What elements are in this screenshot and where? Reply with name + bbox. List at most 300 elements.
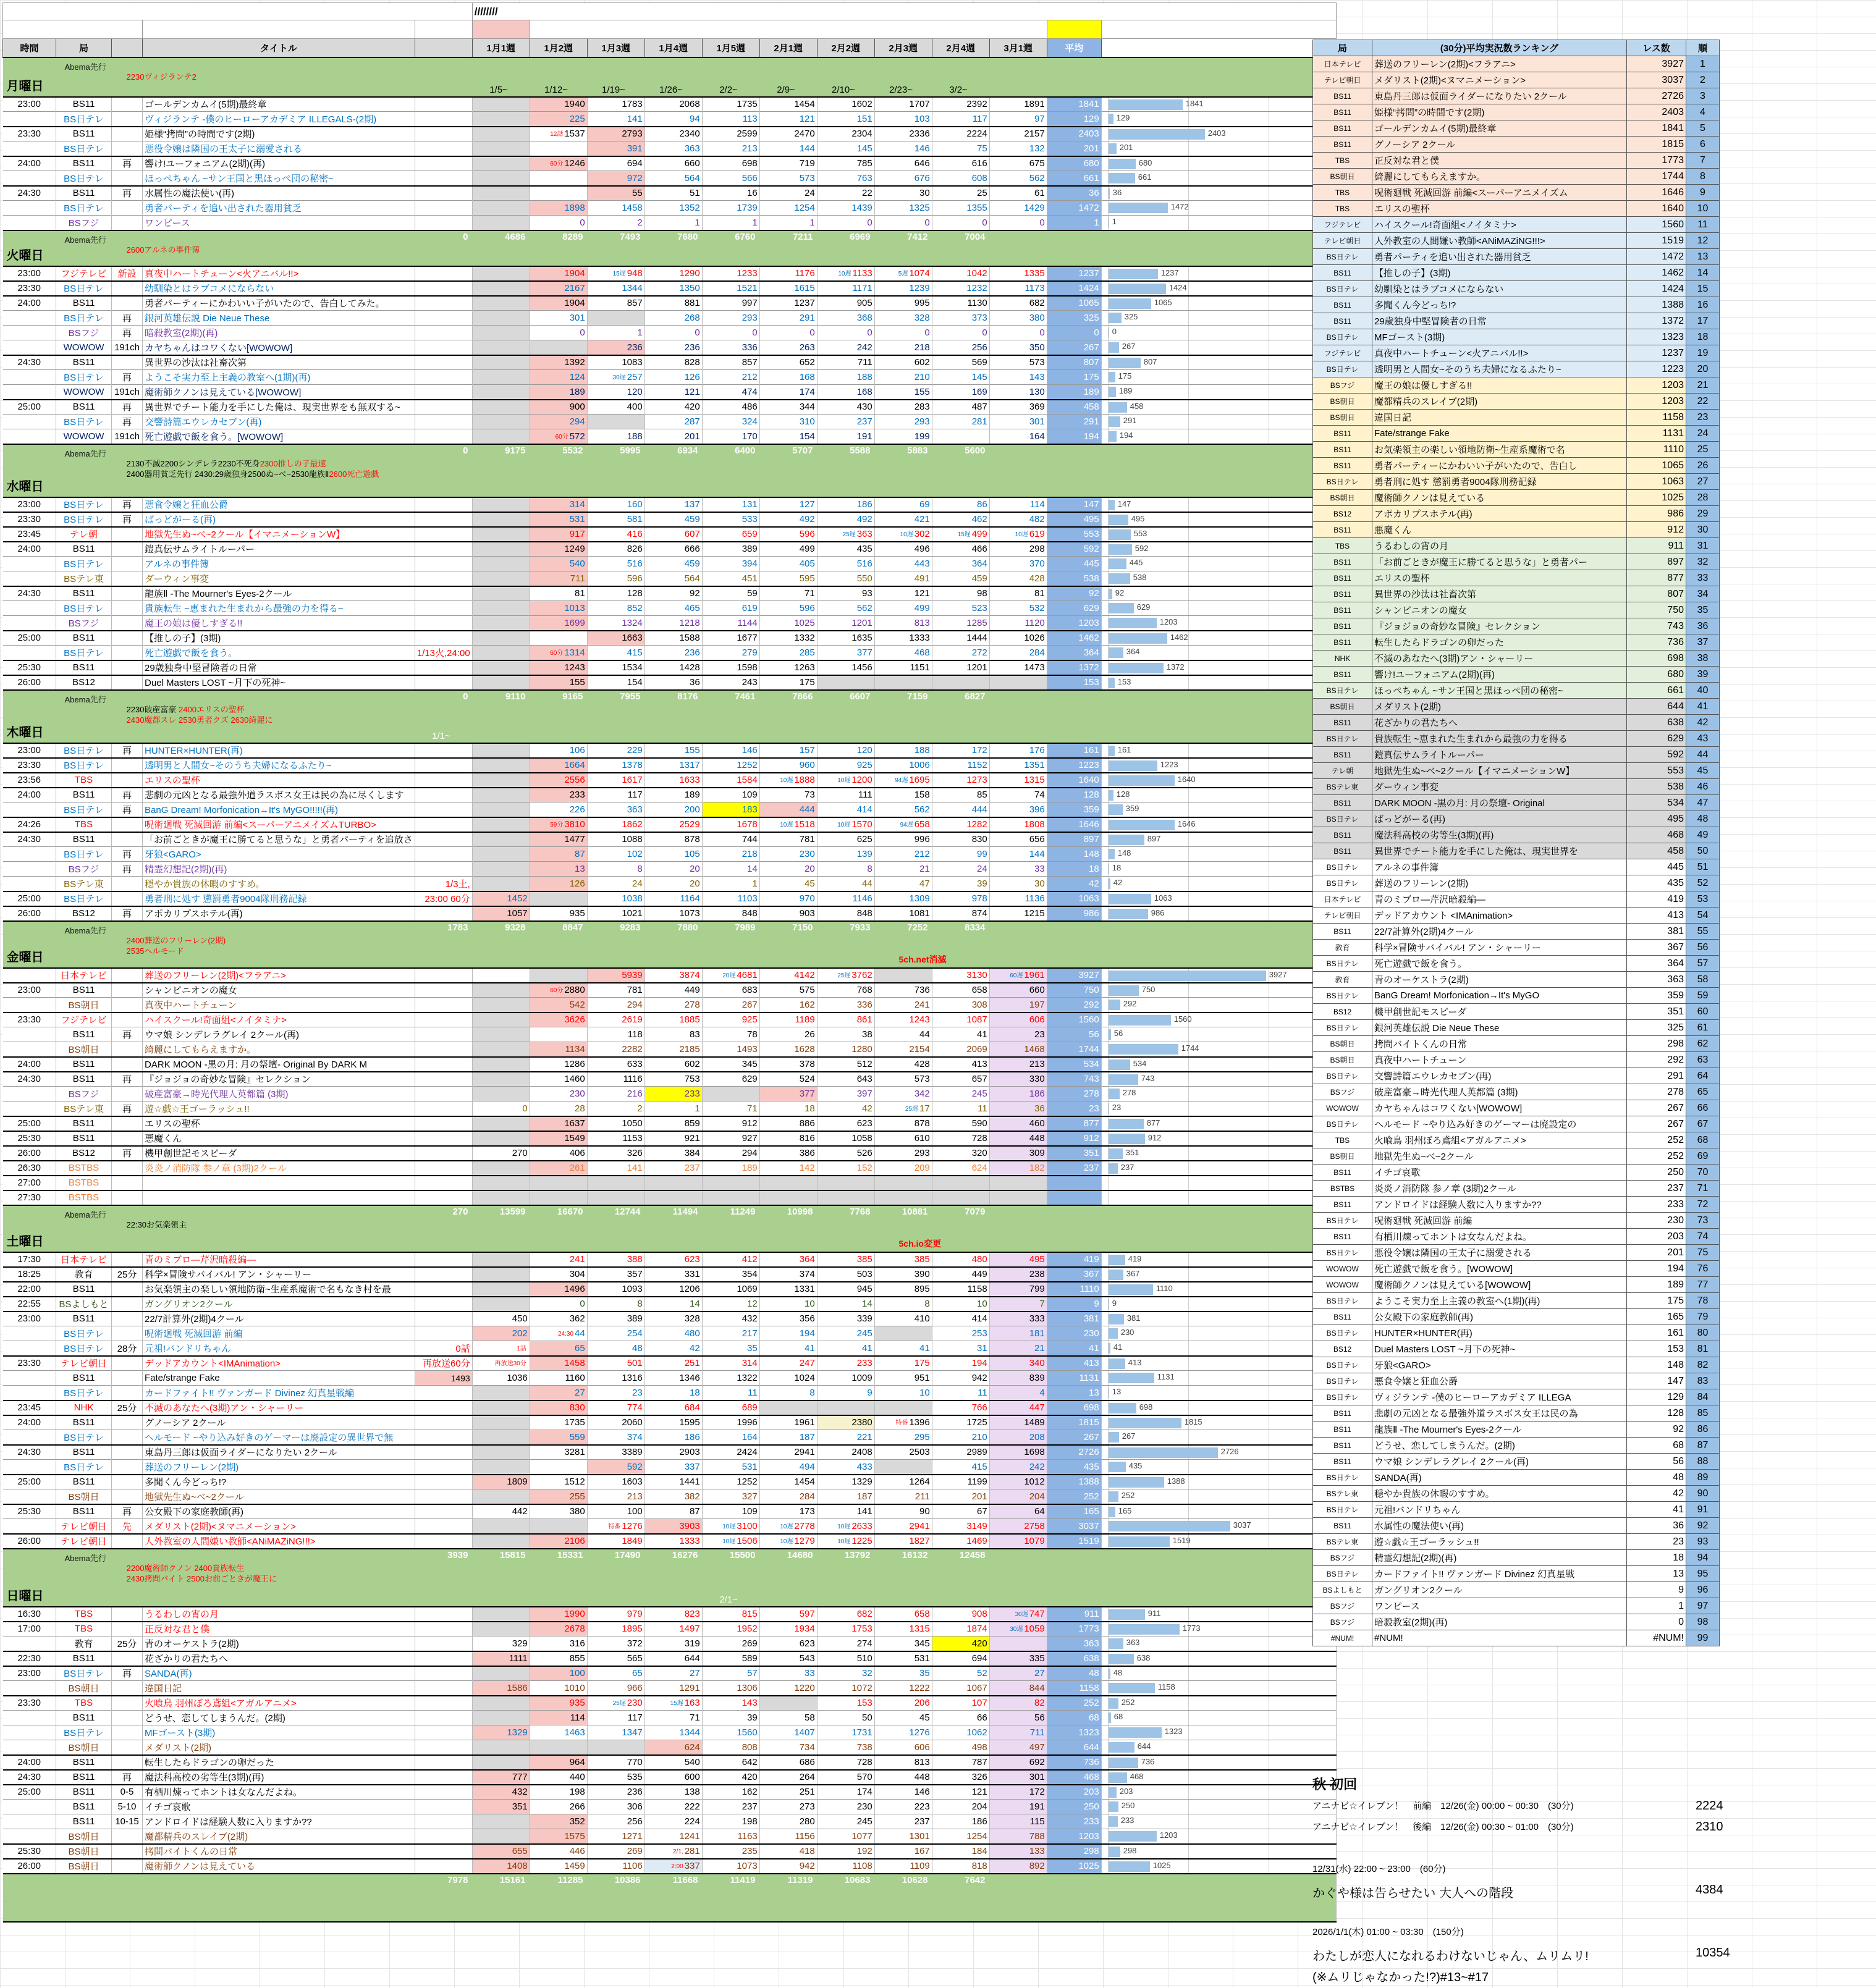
- week-value-cell[interactable]: 99: [932, 847, 989, 862]
- week-value-cell[interactable]: 1173: [989, 281, 1047, 296]
- week-value-cell[interactable]: 781: [587, 983, 644, 998]
- week-value-cell[interactable]: 607: [644, 527, 702, 542]
- station-cell[interactable]: BS日テレ: [56, 370, 112, 385]
- ranking-rank-cell[interactable]: 73: [1686, 1213, 1720, 1229]
- col-header[interactable]: 2月2週: [817, 39, 874, 57]
- week-value-cell[interactable]: 892: [989, 1859, 1047, 1874]
- week-value-cell[interactable]: 298: [989, 542, 1047, 557]
- ranking-title-cell[interactable]: 悪魔くん: [1372, 522, 1627, 538]
- station-cell[interactable]: BSフジ: [56, 216, 112, 230]
- week-value-cell[interactable]: 694: [932, 1651, 989, 1666]
- week-value-cell[interactable]: 41: [817, 1341, 874, 1356]
- pre-note-cell[interactable]: [415, 1740, 472, 1755]
- week-value-cell[interactable]: 253: [932, 1326, 989, 1341]
- ranking-rank-cell[interactable]: 94: [1686, 1550, 1720, 1566]
- ranking-station-cell[interactable]: #NUM!: [1313, 1630, 1372, 1646]
- week-value-cell[interactable]: 14: [644, 1297, 702, 1312]
- ranking-station-cell[interactable]: BS朝日: [1313, 699, 1372, 715]
- week-value-cell[interactable]: 121: [932, 1785, 989, 1800]
- week-value-cell[interactable]: 186: [817, 497, 874, 512]
- week-value-cell[interactable]: 21: [874, 862, 932, 877]
- ranking-count-cell[interactable]: 292: [1627, 1052, 1686, 1068]
- ranking-title-cell[interactable]: 暗殺教室(2期)(再): [1372, 1614, 1627, 1630]
- week-value-cell[interactable]: [472, 311, 530, 326]
- time-cell[interactable]: 24:00: [3, 542, 56, 557]
- week-value-cell[interactable]: 45: [874, 1711, 932, 1725]
- week-value-cell[interactable]: 682: [817, 1607, 874, 1622]
- ranking-rank-cell[interactable]: 97: [1686, 1598, 1720, 1614]
- week-value-cell[interactable]: 719: [759, 156, 817, 171]
- week-value-cell[interactable]: 316: [530, 1636, 587, 1651]
- average-cell[interactable]: 367: [1047, 1267, 1101, 1282]
- title-cell[interactable]: 真夜中ハートチューン<火アニバル!!>: [143, 266, 415, 281]
- time-cell[interactable]: 23:30: [3, 1696, 56, 1711]
- station-cell[interactable]: BS日テレ: [56, 1386, 112, 1400]
- week-value-cell[interactable]: 7: [989, 1297, 1047, 1312]
- station-cell[interactable]: BS11: [56, 1475, 112, 1489]
- ranking-station-cell[interactable]: BS11: [1313, 297, 1372, 313]
- pre-note-cell[interactable]: 1/3土,: [415, 877, 472, 891]
- ranking-rank-cell[interactable]: 21: [1686, 377, 1720, 394]
- ranking-station-cell[interactable]: BS日テレ: [1313, 1293, 1372, 1309]
- ranking-title-cell[interactable]: お気楽領主の楽しい領地防衛~生産系魔術で名: [1372, 442, 1627, 458]
- week-value-cell[interactable]: 5遅 1074: [874, 266, 932, 281]
- week-value-cell[interactable]: 684: [644, 1400, 702, 1415]
- average-cell[interactable]: 1646: [1047, 817, 1101, 832]
- week-value-cell[interactable]: 162: [759, 998, 817, 1013]
- average-cell[interactable]: 128: [1047, 788, 1101, 802]
- week-value-cell[interactable]: 204: [932, 1800, 989, 1814]
- week-value-cell[interactable]: 87: [644, 1504, 702, 1519]
- ranking-rank-cell[interactable]: 22: [1686, 394, 1720, 410]
- station-cell[interactable]: テレビ朝日: [56, 1534, 112, 1549]
- average-cell[interactable]: 1110: [1047, 1282, 1101, 1297]
- week-value-cell[interactable]: 905: [817, 296, 874, 311]
- row-tag-cell[interactable]: [112, 571, 143, 586]
- ranking-station-cell[interactable]: BS11: [1313, 1229, 1372, 1245]
- ranking-station-cell[interactable]: BS11: [1313, 1518, 1372, 1534]
- ranking-title-cell[interactable]: 龍族Ⅱ -The Mourner's Eyes-2クール: [1372, 1422, 1627, 1438]
- week-value-cell[interactable]: 126: [530, 877, 587, 891]
- ranking-count-cell[interactable]: 661: [1627, 683, 1686, 699]
- row-tag-cell[interactable]: [112, 616, 143, 631]
- ranking-count-cell[interactable]: #NUM!: [1627, 1630, 1686, 1646]
- week-value-cell[interactable]: 781: [759, 832, 817, 847]
- week-value-cell[interactable]: 414: [932, 1312, 989, 1326]
- row-tag-cell[interactable]: 再: [112, 1770, 143, 1785]
- ranking-title-cell[interactable]: 科学×冒険サバイバル! アン・シャーリー: [1372, 940, 1627, 956]
- week-value-cell[interactable]: 2:00 337: [644, 1859, 702, 1874]
- time-cell[interactable]: [3, 1430, 56, 1445]
- ranking-count-cell[interactable]: 736: [1627, 634, 1686, 651]
- title-cell[interactable]: 公女殿下の家庭教師(再): [143, 1504, 415, 1519]
- ranking-station-cell[interactable]: BS11: [1313, 1197, 1372, 1213]
- week-value-cell[interactable]: 657: [932, 1072, 989, 1087]
- week-value-cell[interactable]: 141: [817, 1504, 874, 1519]
- time-cell[interactable]: 25:30: [3, 1131, 56, 1146]
- title-cell[interactable]: どうせ、恋してしまうんだ。(2期): [143, 1711, 415, 1725]
- week-value-cell[interactable]: 799: [989, 1282, 1047, 1297]
- station-cell[interactable]: BSTBS: [56, 1161, 112, 1176]
- week-value-cell[interactable]: 217: [702, 1326, 759, 1341]
- time-cell[interactable]: 23:30: [3, 512, 56, 527]
- week-value-cell[interactable]: 532: [989, 601, 1047, 616]
- week-value-cell[interactable]: 646: [874, 156, 932, 171]
- week-value-cell[interactable]: 373: [932, 311, 989, 326]
- ranking-title-cell[interactable]: SANDA(再): [1372, 1470, 1627, 1486]
- week-value-cell[interactable]: 415: [587, 646, 644, 660]
- week-value-cell[interactable]: 2678: [530, 1622, 587, 1636]
- week-value-cell[interactable]: 189: [644, 788, 702, 802]
- week-value-cell[interactable]: [530, 1740, 587, 1755]
- week-value-cell[interactable]: 124: [530, 370, 587, 385]
- week-value-cell[interactable]: 100: [530, 1666, 587, 1681]
- ranking-station-cell[interactable]: BSテレ東: [1313, 1534, 1372, 1550]
- title-cell[interactable]: 銀河英雄伝説 Die Neue These: [143, 311, 415, 326]
- week-value-cell[interactable]: 69: [874, 497, 932, 512]
- week-value-cell[interactable]: 569: [932, 355, 989, 370]
- station-cell[interactable]: BS11: [56, 1131, 112, 1146]
- ranking-title-cell[interactable]: メダリスト(2期)<ヌマニメーション>: [1372, 72, 1627, 88]
- week-value-cell[interactable]: 127: [759, 497, 817, 512]
- week-value-cell[interactable]: 676: [874, 171, 932, 186]
- station-cell[interactable]: 日本テレビ: [56, 1252, 112, 1267]
- week-value-cell[interactable]: 1036: [472, 1371, 530, 1386]
- week-value-cell[interactable]: 56: [989, 1711, 1047, 1725]
- week-value-cell[interactable]: 492: [817, 512, 874, 527]
- week-value-cell[interactable]: 74: [989, 788, 1047, 802]
- week-value-cell[interactable]: 11: [702, 1386, 759, 1400]
- week-value-cell[interactable]: 1699: [530, 616, 587, 631]
- average-cell[interactable]: 458: [1047, 400, 1101, 415]
- week-value-cell[interactable]: 102: [587, 847, 644, 862]
- week-value-cell[interactable]: 468: [874, 646, 932, 660]
- week-value-cell[interactable]: 1392: [530, 355, 587, 370]
- week-value-cell[interactable]: 11: [932, 1386, 989, 1400]
- week-value-cell[interactable]: 155: [644, 743, 702, 758]
- week-value-cell[interactable]: 1176: [759, 266, 817, 281]
- ranking-count-cell[interactable]: 435: [1627, 875, 1686, 891]
- week-value-cell[interactable]: [472, 355, 530, 370]
- ranking-station-cell[interactable]: BS11: [1313, 1438, 1372, 1454]
- week-value-cell[interactable]: 927: [702, 1131, 759, 1146]
- week-value-cell[interactable]: [989, 1636, 1047, 1651]
- average-cell[interactable]: 252: [1047, 1489, 1101, 1504]
- week-value-cell[interactable]: 142: [759, 1161, 817, 1176]
- week-value-cell[interactable]: 1021: [587, 906, 644, 921]
- pre-note-cell[interactable]: [415, 998, 472, 1013]
- ranking-count-cell[interactable]: 13: [1627, 1566, 1686, 1582]
- week-value-cell[interactable]: [932, 1190, 989, 1205]
- ranking-station-cell[interactable]: BS11: [1313, 634, 1372, 651]
- week-value-cell[interactable]: 106: [530, 743, 587, 758]
- average-cell[interactable]: 189: [1047, 385, 1101, 400]
- ranking-count-cell[interactable]: 128: [1627, 1405, 1686, 1422]
- week-value-cell[interactable]: [472, 1740, 530, 1755]
- ranking-rank-cell[interactable]: 49: [1686, 827, 1720, 843]
- row-tag-cell[interactable]: 再: [112, 788, 143, 802]
- title-cell[interactable]: 破産富豪→時光代理人英都篇 (3期): [143, 1087, 415, 1101]
- week-value-cell[interactable]: 1904: [530, 296, 587, 311]
- week-value-cell[interactable]: 47: [874, 877, 932, 891]
- week-value-cell[interactable]: 396: [989, 802, 1047, 817]
- week-value-cell[interactable]: 44: [817, 877, 874, 891]
- average-cell[interactable]: 986: [1047, 906, 1101, 921]
- week-value-cell[interactable]: 369: [989, 400, 1047, 415]
- week-value-cell[interactable]: 3626: [530, 1013, 587, 1027]
- week-value-cell[interactable]: 498: [932, 1740, 989, 1755]
- week-value-cell[interactable]: [530, 631, 587, 646]
- title-cell[interactable]: 綺麗にしてもらえますか。: [143, 1042, 415, 1057]
- time-cell[interactable]: 25:30: [3, 660, 56, 675]
- ranking-station-cell[interactable]: BS11: [1313, 458, 1372, 474]
- pre-note-cell[interactable]: [415, 1190, 472, 1205]
- week-value-cell[interactable]: 881: [644, 296, 702, 311]
- ranking-title-cell[interactable]: 精霊幻想記(2期)(再): [1372, 1550, 1627, 1566]
- station-cell[interactable]: BS朝日: [56, 1489, 112, 1504]
- week-value-cell[interactable]: 480: [644, 1326, 702, 1341]
- ranking-rank-cell[interactable]: 25: [1686, 442, 1720, 458]
- week-value-cell[interactable]: 2380: [817, 1415, 874, 1430]
- ranking-count-cell[interactable]: 458: [1627, 843, 1686, 859]
- station-cell[interactable]: BS11: [56, 1504, 112, 1519]
- week-value-cell[interactable]: 642: [702, 1755, 759, 1770]
- week-value-cell[interactable]: 0: [932, 326, 989, 340]
- time-cell[interactable]: 24:30: [3, 355, 56, 370]
- week-value-cell[interactable]: 2069: [932, 1042, 989, 1057]
- ranking-count-cell[interactable]: 1025: [1627, 490, 1686, 506]
- week-value-cell[interactable]: 2556: [530, 773, 587, 788]
- ranking-title-cell[interactable]: 違国日記: [1372, 410, 1627, 426]
- ranking-count-cell[interactable]: 1131: [1627, 426, 1686, 442]
- average-cell[interactable]: 68: [1047, 1711, 1101, 1725]
- week-value-cell[interactable]: 1067: [932, 1681, 989, 1696]
- station-cell[interactable]: BS11: [56, 1312, 112, 1326]
- week-value-cell[interactable]: 1783: [587, 97, 644, 112]
- week-value-cell[interactable]: 225: [530, 112, 587, 127]
- station-cell[interactable]: BS11: [56, 1445, 112, 1460]
- week-value-cell[interactable]: [530, 1190, 587, 1205]
- week-value-cell[interactable]: 245: [817, 1814, 874, 1829]
- ranking-title-cell[interactable]: 魔法科高校の劣等生(3期)(再): [1372, 827, 1627, 843]
- ranking-title-cell[interactable]: ほっぺちゃん ~サン王国と黒ほっぺ団の秘密~: [1372, 683, 1627, 699]
- week-value-cell[interactable]: 1940: [530, 97, 587, 112]
- pre-note-cell[interactable]: [415, 1666, 472, 1681]
- time-cell[interactable]: 23:45: [3, 1400, 56, 1415]
- week-value-cell[interactable]: 28: [530, 1101, 587, 1116]
- week-value-cell[interactable]: [759, 1190, 817, 1205]
- row-tag-cell[interactable]: [112, 1161, 143, 1176]
- week-value-cell[interactable]: 241: [874, 998, 932, 1013]
- week-value-cell[interactable]: 966: [587, 1681, 644, 1696]
- week-value-cell[interactable]: 1013: [530, 601, 587, 616]
- ranking-title-cell[interactable]: 地獄先生ぬ~べ~2クール: [1372, 1148, 1627, 1165]
- week-value-cell[interactable]: 287: [644, 415, 702, 429]
- week-value-cell[interactable]: 24:30 44: [530, 1326, 587, 1341]
- week-value-cell[interactable]: 474: [702, 385, 759, 400]
- week-value-cell[interactable]: 1493: [702, 1042, 759, 1057]
- ranking-rank-cell[interactable]: 54: [1686, 908, 1720, 924]
- week-value-cell[interactable]: 1087: [932, 1013, 989, 1027]
- ranking-station-cell[interactable]: TBS: [1313, 201, 1372, 217]
- average-cell[interactable]: 147: [1047, 497, 1101, 512]
- station-cell[interactable]: BS日テレ: [56, 512, 112, 527]
- week-value-cell[interactable]: 573: [759, 171, 817, 186]
- week-value-cell[interactable]: 308: [932, 998, 989, 1013]
- pre-note-cell[interactable]: [415, 1430, 472, 1445]
- week-value-cell[interactable]: 141: [587, 112, 644, 127]
- week-value-cell[interactable]: 138: [644, 1785, 702, 1800]
- week-value-cell[interactable]: [472, 1013, 530, 1027]
- ranking-station-cell[interactable]: BS12: [1313, 506, 1372, 522]
- week-value-cell[interactable]: 1109: [874, 1859, 932, 1874]
- week-value-cell[interactable]: 1315: [989, 773, 1047, 788]
- week-value-cell[interactable]: 372: [587, 1636, 644, 1651]
- average-cell[interactable]: 48: [1047, 1666, 1101, 1681]
- week-value-cell[interactable]: 186: [932, 1814, 989, 1829]
- title-cell[interactable]: 魔王の娘は優しすぎる!!: [143, 616, 415, 631]
- ranking-rank-cell[interactable]: 68: [1686, 1132, 1720, 1148]
- week-value-cell[interactable]: [472, 817, 530, 832]
- week-value-cell[interactable]: 211: [874, 1489, 932, 1504]
- station-cell[interactable]: BS11: [56, 1027, 112, 1042]
- average-cell[interactable]: 41: [1047, 1341, 1101, 1356]
- week-value-cell[interactable]: 20: [644, 877, 702, 891]
- average-cell[interactable]: 56: [1047, 1027, 1101, 1042]
- ranking-title-cell[interactable]: 悪役令嬢は隣国の王太子に溺愛される: [1372, 1245, 1627, 1261]
- ranking-rank-cell[interactable]: 46: [1686, 779, 1720, 795]
- average-cell[interactable]: 698: [1047, 1400, 1101, 1415]
- row-tag-cell[interactable]: [112, 1534, 143, 1549]
- ranking-count-cell[interactable]: 364: [1627, 956, 1686, 972]
- ranking-station-cell[interactable]: BS11: [1313, 426, 1372, 442]
- week-value-cell[interactable]: 559: [530, 1430, 587, 1445]
- pre-note-cell[interactable]: [415, 1622, 472, 1636]
- col-header[interactable]: 時間: [3, 39, 56, 57]
- week-value-cell[interactable]: [472, 675, 530, 690]
- pre-note-cell[interactable]: 0話: [415, 1341, 472, 1356]
- title-cell[interactable]: 魔法科高校の劣等生(3期)(再): [143, 1770, 415, 1785]
- week-value-cell[interactable]: 221: [817, 1430, 874, 1445]
- week-value-cell[interactable]: [472, 1519, 530, 1534]
- week-value-cell[interactable]: [472, 660, 530, 675]
- week-value-cell[interactable]: 44: [874, 1027, 932, 1042]
- week-value-cell[interactable]: 280: [759, 1814, 817, 1829]
- week-value-cell[interactable]: 595: [759, 571, 817, 586]
- week-value-cell[interactable]: 1603: [587, 1475, 644, 1489]
- week-value-cell[interactable]: [472, 773, 530, 788]
- week-value-cell[interactable]: 10遅 1518: [759, 817, 817, 832]
- ranking-count-cell[interactable]: 148: [1627, 1357, 1686, 1373]
- week-value-cell[interactable]: 935: [530, 1696, 587, 1711]
- week-value-cell[interactable]: 2793: [587, 127, 644, 141]
- week-value-cell[interactable]: 501: [587, 1356, 644, 1371]
- row-tag-cell[interactable]: 再: [112, 743, 143, 758]
- average-cell[interactable]: 1158: [1047, 1681, 1101, 1696]
- week-value-cell[interactable]: 157: [759, 743, 817, 758]
- average-cell[interactable]: 252: [1047, 1696, 1101, 1711]
- week-value-cell[interactable]: 60分 572: [530, 429, 587, 444]
- week-value-cell[interactable]: 281: [932, 415, 989, 429]
- week-value-cell[interactable]: 10: [932, 1297, 989, 1312]
- row-tag-cell[interactable]: [112, 1356, 143, 1371]
- week-value-cell[interactable]: [472, 527, 530, 542]
- week-value-cell[interactable]: [472, 1607, 530, 1622]
- time-cell[interactable]: 23:00: [3, 497, 56, 512]
- week-value-cell[interactable]: 237: [817, 415, 874, 429]
- week-value-cell[interactable]: 1215: [989, 906, 1047, 921]
- week-value-cell[interactable]: 255: [530, 1489, 587, 1504]
- week-value-cell[interactable]: 210: [874, 370, 932, 385]
- time-cell[interactable]: [3, 1341, 56, 1356]
- week-value-cell[interactable]: 137: [644, 497, 702, 512]
- average-cell[interactable]: 3927: [1047, 968, 1101, 983]
- station-cell[interactable]: BS朝日: [56, 1844, 112, 1859]
- ranking-count-cell[interactable]: 1158: [1627, 410, 1686, 426]
- week-value-cell[interactable]: [472, 1087, 530, 1101]
- title-cell[interactable]: メダリスト(2期): [143, 1740, 415, 1755]
- week-value-cell[interactable]: 238: [989, 1267, 1047, 1282]
- week-value-cell[interactable]: [472, 646, 530, 660]
- week-value-cell[interactable]: 267: [702, 998, 759, 1013]
- ranking-title-cell[interactable]: どうせ、恋してしまうんだ。(2期): [1372, 1438, 1627, 1454]
- week-value-cell[interactable]: [530, 1176, 587, 1190]
- time-cell[interactable]: [3, 571, 56, 586]
- week-value-cell[interactable]: 153: [817, 1696, 874, 1711]
- week-value-cell[interactable]: 643: [817, 1072, 874, 1087]
- week-value-cell[interactable]: 301: [989, 1770, 1047, 1785]
- week-value-cell[interactable]: 1459: [530, 1859, 587, 1874]
- time-cell[interactable]: [3, 1101, 56, 1116]
- ranking-station-cell[interactable]: BS日テレ: [1313, 1373, 1372, 1389]
- week-value-cell[interactable]: 145: [817, 141, 874, 156]
- time-cell[interactable]: 23:30: [3, 281, 56, 296]
- title-cell[interactable]: 魔術師クノンは見えている[WOWOW]: [143, 385, 415, 400]
- time-cell[interactable]: [3, 1725, 56, 1740]
- week-value-cell[interactable]: 516: [587, 557, 644, 571]
- week-value-cell[interactable]: 683: [702, 983, 759, 998]
- pre-note-cell[interactable]: [415, 1400, 472, 1415]
- week-value-cell[interactable]: 1120: [989, 616, 1047, 631]
- station-cell[interactable]: TBS: [56, 1607, 112, 1622]
- week-value-cell[interactable]: 1739: [702, 201, 759, 216]
- ranking-count-cell[interactable]: 203: [1627, 1229, 1686, 1245]
- week-value-cell[interactable]: 294: [587, 998, 644, 1013]
- week-value-cell[interactable]: 333: [989, 1312, 1047, 1326]
- time-cell[interactable]: 23:00: [3, 983, 56, 998]
- title-cell[interactable]: 龍族Ⅱ -The Mourner's Eyes-2クール: [143, 586, 415, 601]
- ranking-rank-cell[interactable]: 82: [1686, 1357, 1720, 1373]
- ranking-station-cell[interactable]: BS11: [1313, 1454, 1372, 1470]
- ranking-rank-cell[interactable]: 65: [1686, 1084, 1720, 1100]
- week-value-cell[interactable]: 291: [759, 311, 817, 326]
- week-value-cell[interactable]: 1347: [587, 1725, 644, 1740]
- week-value-cell[interactable]: 120: [817, 743, 874, 758]
- week-value-cell[interactable]: 10遅 1133: [817, 266, 874, 281]
- week-value-cell[interactable]: 2304: [817, 127, 874, 141]
- average-cell[interactable]: 1388: [1047, 1475, 1101, 1489]
- week-value-cell[interactable]: 1062: [932, 1725, 989, 1740]
- time-cell[interactable]: [3, 429, 56, 444]
- pre-note-cell[interactable]: [415, 1696, 472, 1711]
- ranking-station-cell[interactable]: BS日テレ: [1313, 1325, 1372, 1341]
- pre-note-cell[interactable]: [415, 385, 472, 400]
- time-cell[interactable]: 25:00: [3, 1116, 56, 1131]
- week-value-cell[interactable]: [817, 1190, 874, 1205]
- average-cell[interactable]: 359: [1047, 802, 1101, 817]
- week-value-cell[interactable]: 616: [932, 156, 989, 171]
- ranking-rank-cell[interactable]: 89: [1686, 1470, 1720, 1486]
